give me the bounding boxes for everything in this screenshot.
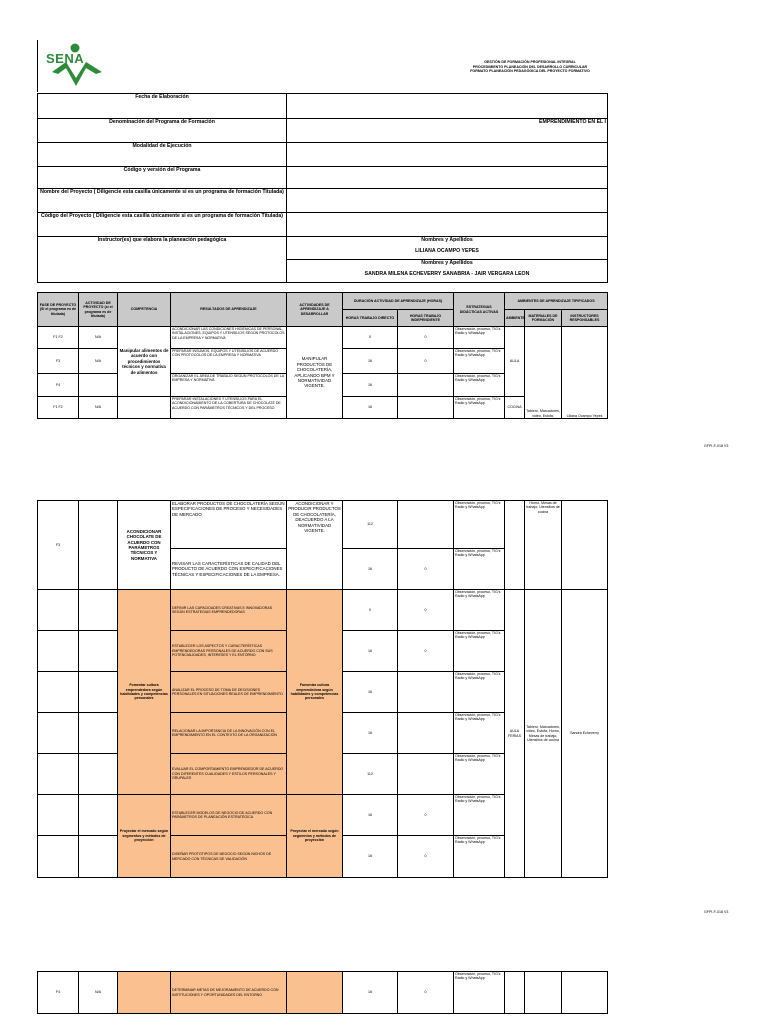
horas-indep-cell: 0 bbox=[398, 631, 454, 672]
horas-indep-cell: 0 bbox=[398, 327, 454, 349]
horas-indep-cell: 0 bbox=[398, 549, 454, 590]
ambiente-cell: COCINA bbox=[505, 397, 525, 419]
sena-logo-text: SENA bbox=[46, 51, 85, 66]
horas-indep-cell bbox=[398, 501, 454, 549]
instructor-cell bbox=[562, 972, 608, 1014]
horas-indep-cell: 0 bbox=[398, 972, 454, 1014]
denominacion-value: EMPRENDIMIENTO EN EL I bbox=[287, 119, 608, 143]
horas-indep-cell: 0 bbox=[398, 590, 454, 631]
codigo-proyecto-value bbox=[287, 213, 608, 237]
competencia-cell: Proyectar el mercado según segmentos y métodos de proyección bbox=[118, 795, 171, 878]
page-left-border bbox=[37, 40, 38, 92]
fase-cell bbox=[38, 713, 79, 754]
horas-indep-cell: 0 bbox=[398, 836, 454, 878]
nombre-proyecto-value bbox=[287, 189, 608, 213]
nombres-label-1: Nombres y Apellidos bbox=[421, 237, 473, 243]
estrategia-cell: Observación, proceso, TIG's Radio y WhatsApp bbox=[454, 501, 505, 549]
competencia-cell: Manipular alimentos de acuerdo con procedimientos técnicos y normativa de alimentos bbox=[118, 327, 171, 397]
ambiente-cell bbox=[505, 501, 525, 590]
estrategia-cell: Observación, proceso, TIG's Radio y WhatsApp bbox=[454, 349, 505, 374]
horas-indep-cell bbox=[398, 713, 454, 754]
modalidad-label: Modalidad de Ejecución bbox=[38, 143, 287, 167]
materiales-cell: Horno, Mesas de trabajo, Utensilios de cocina bbox=[525, 501, 562, 590]
horas-directo-cell: 0 bbox=[343, 327, 398, 349]
resultado-cell: ORGANIZAR EL ÁREA DE TRABAJO SEGÚN PROTOCOLOS DE LA EMPRESA Y NORMATIVA bbox=[171, 374, 287, 397]
resultado-cell: ESTABLECER LOS ASPECTOS Y CARACTERÍSTICAS EMPRENDEDORAS PERSONALES DE ACUERDO CON SUS POTENCIALIDADES, INTERESES Y EL ENTORNO bbox=[171, 631, 287, 672]
actividad-proyecto-cell bbox=[79, 754, 118, 795]
actividad-proyecto-cell bbox=[79, 501, 118, 590]
horas-directo-cell: 16 bbox=[343, 397, 398, 419]
header-line-2: PROCEDIMIENTO PLANEACIÓN DEL DESARROLLO CURRICULAR bbox=[472, 64, 588, 69]
table-row bbox=[38, 972, 608, 1014]
table-row bbox=[38, 501, 608, 549]
estrategia-cell: Observación, proceso, TIG's Radio y WhatsApp bbox=[454, 327, 505, 349]
footer-code-1: GFPI-F-018 V3 bbox=[704, 444, 729, 448]
denominacion-label: Denominación del Programa de Formación bbox=[38, 119, 287, 143]
header-ambientes: AMBIENTES DE APRENDIZAJE TIPIFICADOS bbox=[505, 293, 608, 310]
instructor-1: LILIANA OCAMPO YEPES bbox=[287, 248, 607, 260]
header-duracion: DURACIÓN ACTIVIDAD DE APRENDIZAJE (HORAS) bbox=[343, 293, 454, 310]
header-actividades-aprendizaje: ACTIVIDADES DE APRENDIZAJE A DESARROLLAR bbox=[287, 293, 343, 327]
fase-cell: F4 bbox=[38, 374, 79, 397]
actividad-proyecto-cell: N/A bbox=[79, 327, 118, 349]
fase-cell: F1 F2 bbox=[38, 397, 79, 419]
horas-indep-cell: 0 bbox=[398, 349, 454, 374]
fase-cell bbox=[38, 590, 79, 631]
actividad-aprendizaje-cell: ACONDICIONAR Y PRODUCIR PRODUCTOS DE CHOCOLATERÍA, DEACUERDO A LA NORMATIVIDAD VIGENTE. bbox=[287, 501, 343, 590]
fecha-value bbox=[287, 94, 608, 119]
codigo-label: Código y versión del Programa bbox=[38, 167, 287, 189]
horas-directo-cell: 16 bbox=[343, 672, 398, 713]
sena-logo bbox=[44, 42, 108, 88]
horas-directo-cell: 16 bbox=[343, 713, 398, 754]
resultado-cell: ANALIZAR EL PROCESO DE TOMA DE DECISIONES PERSONALES EN SITUACIONES REALES DE EMPRENDIMIENTO bbox=[171, 672, 287, 713]
table-row bbox=[38, 590, 608, 631]
horas-directo-cell: 16 bbox=[343, 549, 398, 590]
resultado-cell: ESTABLECER MODELOS DE NEGOCIO DE ACUERDO CON PARÁMETROS DE PLANEACIÓN ESTRATÉGICA bbox=[171, 795, 287, 836]
horas-directo-cell: 16 bbox=[343, 631, 398, 672]
horas-directo-cell: 0 bbox=[343, 590, 398, 631]
horas-directo-cell: 16 bbox=[343, 349, 398, 374]
header-competencia: COMPETENCIA bbox=[118, 293, 171, 327]
fase-cell: F1 F2 bbox=[38, 327, 79, 349]
ambiente-cell: AULA FERIAS bbox=[505, 590, 525, 878]
codigo-value bbox=[287, 167, 608, 189]
actividad-aprendizaje-cell: Fomentar cultura emprendedora según habilidades y competencias personales bbox=[287, 590, 343, 795]
horas-directo-cell: 112 bbox=[343, 754, 398, 795]
header-line-3: FORMATO PLANEACIÓN PEDAGÓGICA DEL PROYECTO FORMATIVO bbox=[470, 69, 590, 73]
actividad-proyecto-cell: N/A bbox=[79, 397, 118, 419]
actividad-proyecto-cell bbox=[79, 631, 118, 672]
table-header-row-1 bbox=[38, 293, 608, 310]
nombres-label-2: Nombres y Apellidos bbox=[421, 260, 473, 266]
fase-cell bbox=[38, 672, 79, 713]
fase-cell: F3 bbox=[38, 349, 79, 374]
fase-cell bbox=[38, 754, 79, 795]
instructor-2: SANDRA MILENA ECHEVERRY SANABRIA - JAIR VERGARA LEON bbox=[364, 271, 530, 277]
estrategia-cell: Observación, proceso, TIG's Radio y WhatsApp bbox=[454, 713, 505, 754]
horas-indep-cell bbox=[398, 374, 454, 397]
horas-directo-cell: 16 bbox=[343, 972, 398, 1014]
actividad-proyecto-cell bbox=[79, 672, 118, 713]
competencia-cell: Fomentar cultura emprendedora según habilidades y competencias personales bbox=[118, 590, 171, 795]
estrategia-cell: Observación, proceso, TIG's Radio y WhatsApp bbox=[454, 754, 505, 795]
estrategia-cell: Observación, proceso, TIG's Radio y WhatsApp bbox=[454, 672, 505, 713]
horas-directo-cell: 16 bbox=[343, 795, 398, 836]
instructor-cell: Sandra Echeverry bbox=[562, 590, 608, 878]
header-fase: FASE DE PROYECTO (Si el programa es de titulada) bbox=[38, 293, 79, 327]
resultado-cell: PREPARAR INSTALACIONES Y UTENSILIOS PARA EL ACONDICIONAMIENTO DE LA COBERTURA DE CHOCOLATE DE ACUERDO CON PARÁMETROS TÉCNICOS Y DEL PROCESO bbox=[171, 397, 287, 419]
codigo-proyecto-label: Código del Proyecto ( Diligencie esta casilla únicamente si es un programa de formación Titulada) bbox=[38, 213, 287, 237]
horas-indep-cell bbox=[398, 397, 454, 419]
materiales-cell bbox=[525, 972, 562, 1014]
resultado-cell: ELABORAR PRODUCTOS DE CHOCOLATERÍA SEGÚN ESPECIFICACIONES DE PROCESO Y NECESIDADES DE MERCADO bbox=[171, 501, 287, 549]
competencia-cell-empty bbox=[118, 397, 171, 419]
planning-table-page-3 bbox=[37, 971, 608, 1014]
horas-indep-cell bbox=[398, 672, 454, 713]
actividad-proyecto-cell bbox=[79, 713, 118, 754]
header-ambiente: AMBIENTE bbox=[505, 310, 525, 327]
header-actividad-proyecto: ACTIVIDAD DE PROYECTO (si el programa es de titulada) bbox=[79, 293, 118, 327]
actividad-proyecto-cell bbox=[79, 836, 118, 878]
fase-cell: F4 bbox=[38, 972, 79, 1014]
horas-indep-cell: 0 bbox=[398, 795, 454, 836]
actividad-proyecto-cell: N/A bbox=[79, 972, 118, 1014]
ambiente-cell bbox=[505, 972, 525, 1014]
resultado-cell: DISEÑAR PROTOTIPOS DE NEGOCIO SEGÚN NICHOS DE MERCADO CON TÉCNICAS DE VALIDACIÓN bbox=[171, 836, 287, 878]
resultado-cell: DEFINIR LAS CAPACIDADES CREATIVAS E INNOVADORAS SEGÚN ESTRATEGIAS EMPRENDEDORAS bbox=[171, 590, 287, 631]
horas-directo-cell: 16 bbox=[343, 836, 398, 878]
info-table bbox=[37, 93, 608, 283]
resultado-cell: EVALUAR EL COMPORTAMIENTO EMPRENDEDOR DE ACUERDO CON DIFERENTES CUALIDADES Y ESTILOS PERSONALES Y GRUPALES bbox=[171, 754, 287, 795]
header-line-1: GESTIÓN DE FORMACIÓN PROFESIONAL INTEGRAL bbox=[484, 60, 576, 64]
resultado-cell: DETERMINAR METAS DE MEJORAMIENTO DE ACUERDO CON INSTITUCIONES Y OPORTUNIDADES DEL ENTORNO bbox=[171, 972, 287, 1014]
estrategia-cell: Observación, proceso, TIG's Radio y WhatsApp bbox=[454, 397, 505, 419]
resultado-cell: REVISAR LAS CARACTERÍSTICAS DE CALIDAD DEL PRODUCTO DE ACUERDO CON ESPECIFICACIONES TÉCNICAS Y ESPECIFICACIONES DE LA EMPRESA. bbox=[171, 549, 287, 590]
header-resultados: RESULTADOS DE APRENDIZAJE bbox=[171, 293, 287, 327]
fase-cell bbox=[38, 631, 79, 672]
materiales-cell: Tablero, Marcadores, video, Estufa, Horno, Mesas de trabajo, Utensilios de cocina bbox=[525, 590, 562, 878]
nombre-proyecto-label: Nombre del Proyecto ( Diligencie esta casilla únicamente si es un programa de formación Titulada) bbox=[38, 189, 287, 213]
actividad-proyecto-cell bbox=[79, 590, 118, 631]
estrategia-cell: Observación, proceso, TIG's Radio y WhatsApp bbox=[454, 374, 505, 397]
fase-cell: F3 bbox=[38, 501, 79, 590]
header-estrategias: ESTRATEGIAS DIDÁCTICAS ACTIVAS bbox=[454, 293, 505, 327]
estrategia-cell: Observación, proceso, TIG's Radio y WhatsApp bbox=[454, 836, 505, 878]
instructores-cell bbox=[287, 237, 608, 283]
fase-cell bbox=[38, 836, 79, 878]
resultado-cell: PREPARAR INSUMOS, EQUIPOS Y UTENSILIOS DE ACUERDO CON PROTOCOLOS DE LA EMPRESA Y NORMATIVA bbox=[171, 349, 287, 374]
instructor-cell bbox=[562, 501, 608, 590]
planning-table-page-1 bbox=[37, 292, 608, 419]
estrategia-cell: Observación, proceso, TIG's Radio y WhatsApp bbox=[454, 549, 505, 590]
actividad-aprendizaje-cell: MANIPULAR PRODUCTOS DE CHOCOLATERÍA, APLICANDO BPM Y NORMATIVIDAD VIGENTE. bbox=[287, 327, 343, 419]
horas-directo-cell: 112 bbox=[343, 501, 398, 549]
competencia-cell bbox=[118, 972, 171, 1014]
actividad-proyecto-cell: N/A bbox=[79, 349, 118, 374]
header-horas-independiente: HORAS TRABAJO INDEPENDIENTE bbox=[398, 310, 454, 327]
actividad-aprendizaje-cell: Proyectar el mercado según segmentos y métodos de proyección bbox=[287, 795, 343, 878]
actividad-proyecto-cell bbox=[79, 374, 118, 397]
planning-table-page-2 bbox=[37, 500, 608, 878]
header-instructores: INSTRUCTORES RESPONSABLES bbox=[562, 310, 608, 327]
competencia-cell: ACONDICIONAR CHOCOLATE DE ACUERDO CON PARÁMETROS TÉCNICOS Y NORMATIVA bbox=[118, 501, 171, 590]
resultado-cell: RELACIONAR LA IMPORTANCIA DE LA INNOVACIÓN CON EL EMPRENDIMIENTO EN EL CONTEXTO DE LA ORGANIZACIÓN bbox=[171, 713, 287, 754]
header-horas-directo: HORAS TRABAJO DIRECTO bbox=[343, 310, 398, 327]
actividad-aprendizaje-cell bbox=[287, 972, 343, 1014]
fase-cell bbox=[38, 795, 79, 836]
horas-directo-cell: 16 bbox=[343, 374, 398, 397]
estrategia-cell: Observación, proceso, TIG's Radio y WhatsApp bbox=[454, 631, 505, 672]
horas-indep-cell bbox=[398, 754, 454, 795]
estrategia-cell: Observación, proceso, TIG's Radio y WhatsApp bbox=[454, 795, 505, 836]
materiales-cell: Tablero, Marcadores, video, Estufa, bbox=[525, 327, 562, 419]
modalidad-value bbox=[287, 143, 608, 167]
fecha-label: Fecha de Elaboración bbox=[38, 94, 287, 119]
instructores-label: Instructor(es) que elabora la planeación pedagógica bbox=[38, 237, 287, 283]
table-row bbox=[38, 327, 608, 349]
actividad-proyecto-cell bbox=[79, 795, 118, 836]
instructor-cell: Liliana Ocampo Yepes bbox=[562, 327, 608, 419]
resultado-cell: ACONDICIONAR LAS CONDICIONES HIGIÉNICAS DE PERSONAL, INSTALACIONES, EQUIPOS Y UTENSILIOS SEGÚN PROTOCOLOS DE LA EMPRESA Y NORMATIVA bbox=[171, 327, 287, 349]
estrategia-cell: Observación, proceso, TIG's Radio y WhatsApp bbox=[454, 972, 505, 1014]
ambiente-cell: AULA bbox=[505, 327, 525, 397]
document-header bbox=[440, 60, 620, 74]
estrategia-cell: Observación, proceso, TIG's Radio y WhatsApp bbox=[454, 590, 505, 631]
footer-code-2: GFPI-F-018 V3 bbox=[704, 910, 729, 914]
header-materiales: MATERIALES DE FORMACIÓN bbox=[525, 310, 562, 327]
